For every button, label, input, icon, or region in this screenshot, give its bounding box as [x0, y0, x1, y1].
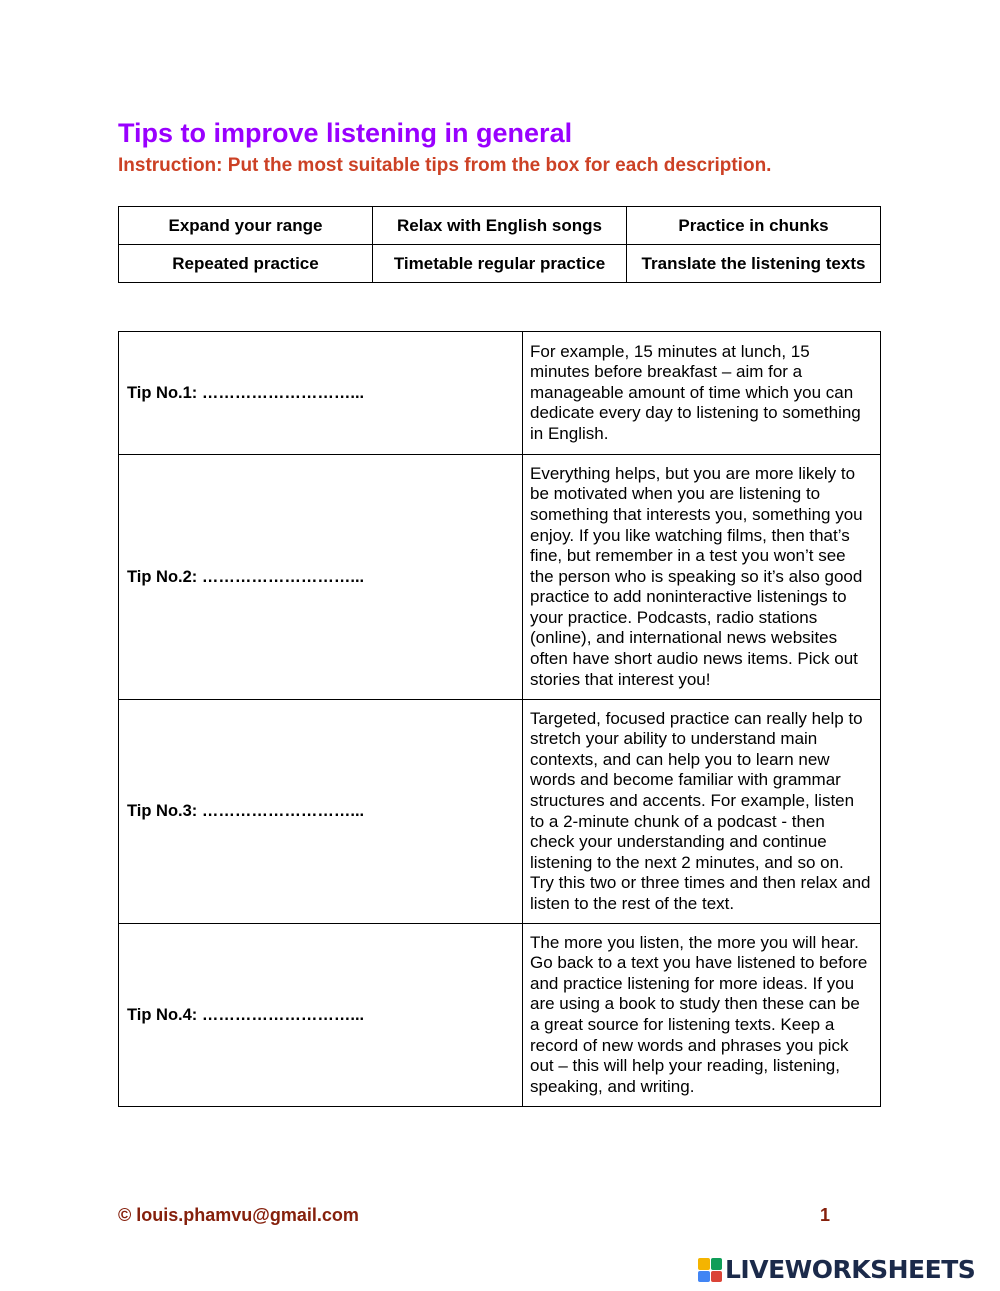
- tip-row: [119, 924, 881, 1107]
- logo-tile: [698, 1258, 710, 1270]
- tip-answer-field[interactable]: Tip No.3: ………………………...: [119, 700, 523, 924]
- logo-tile: [711, 1271, 723, 1283]
- word-box-option: Repeated practice: [119, 245, 373, 283]
- tip-description: Targeted, focused practice can really help to stretch your ability to understand main contexts, and can help you to learn new words and become familiar with grammar structures and accents. For example, listen to a 2-minute chunk of a podcast - then check your understanding and continue listening to the next 2 minutes, and so on. Try this two or three times and then relax and listen to the rest of the text.: [523, 700, 881, 924]
- logo-tile: [698, 1271, 710, 1283]
- tip-row: [119, 700, 881, 924]
- word-box-row: [119, 207, 881, 245]
- liveworksheets-logo-icon: [698, 1258, 722, 1282]
- tips-table: [118, 331, 881, 1107]
- tip-row: [119, 332, 881, 455]
- tip-answer-field[interactable]: Tip No.2: ………………………...: [119, 455, 523, 700]
- tip-answer-field[interactable]: Tip No.1: ………………………...: [119, 332, 523, 455]
- tip-description: Everything helps, but you are more likely to be motivated when you are listening to something that interests you, something you enjoy. If you like watching films, then that’s fine, but remember in a test you won’t see the person who is speaking so it’s also good practice to add noninteractive listenings to your practice. Podcasts, radio stations (online), and international news websites often have short audio news items. Pick out stories that interest you!: [523, 455, 881, 700]
- logo-tile: [711, 1258, 723, 1270]
- word-box-row: [119, 245, 881, 283]
- brand-name: LIVEWORKSHEETS: [725, 1255, 976, 1284]
- word-box-option: Translate the listening texts: [627, 245, 881, 283]
- footer-email: © louis.phamvu@gmail.com: [118, 1205, 359, 1225]
- tip-description: For example, 15 minutes at lunch, 15 minutes before breakfast – aim for a manageable amount of time which you can dedicate every day to listening to something in English.: [523, 332, 881, 455]
- word-box-option: Expand your range: [119, 207, 373, 245]
- tip-row: [119, 455, 881, 700]
- instruction-text: Instruction: Put the most suitable tips from the box for each description.: [118, 155, 772, 176]
- word-box-option: Timetable regular practice: [373, 245, 627, 283]
- tips-word-box: [118, 206, 881, 283]
- page-number: 1: [820, 1205, 831, 1225]
- word-box-option: Practice in chunks: [627, 207, 881, 245]
- liveworksheets-brand: [698, 1254, 975, 1286]
- page-title: Tips to improve listening in general: [118, 118, 573, 148]
- word-box-option: Relax with English songs: [373, 207, 627, 245]
- tip-description: The more you listen, the more you will hear. Go back to a text you have listened to before and practice listening for more ideas. If you are using a book to study then these can be a great source for listening texts. Keep a record of new words and phrases you pick out – this will help your reading, listening, speaking, and writing.: [523, 924, 881, 1107]
- tip-answer-field[interactable]: Tip No.4: ………………………...: [119, 924, 523, 1107]
